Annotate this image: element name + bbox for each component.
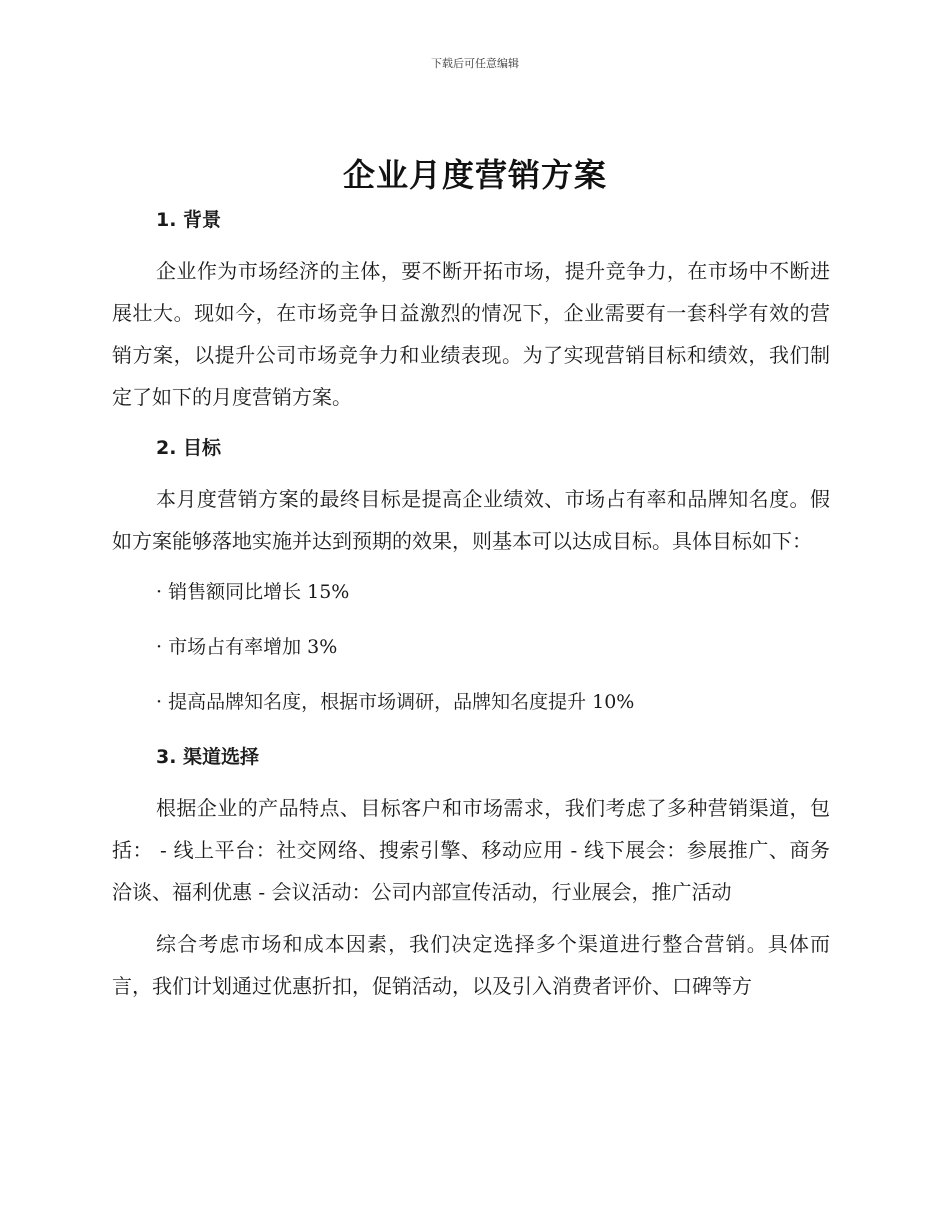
paragraph-channels: 根据企业的产品特点、目标客户和市场需求，我们考虑了多种营销渠道，包括： - 线上平台：社交网络、搜索引擎、移动应用 - 线下展会：参展推广、商务洽谈、福利优惠 - 会议活动：公司内部宣传活动，行业展会，推广活动 (112, 796, 830, 904)
paragraph-goals: 本月度营销方案的最终目标是提高企业绩效、市场占有率和品牌知名度。假如方案能够落地实施并达到预期的效果，则基本可以达成目标。具体目标如下： (112, 487, 830, 553)
header-note: 下载后可任意编辑 (431, 57, 519, 70)
section-heading-background: 1. 背景 (156, 209, 222, 231)
list-item: · 市场占有率增加 3% (156, 636, 338, 658)
list-item: · 销售额同比增长 15% (156, 581, 350, 603)
section-heading-channels: 3. 渠道选择 (156, 746, 260, 768)
document-body (112, 200, 830, 1007)
document-title: 企业月度营销方案 (342, 156, 607, 194)
list-item: · 提高品牌知名度，根据市场调研，品牌知名度提升 10% (156, 691, 635, 713)
paragraph-integration: 综合考虑市场和成本因素，我们决定选择多个渠道进行整合营销。具体而言，我们计划通过优惠折扣，促销活动，以及引入消费者评价、口碑等方 (112, 932, 830, 998)
paragraph-background: 企业作为市场经济的主体，要不断开拓市场，提升竞争力，在市场中不断进展壮大。现如今，在市场竞争日益激烈的情况下，企业需要有一套科学有效的营销方案，以提升公司市场竞争力和业绩表现。为了实现营销目标和绩效，我们制定了如下的月度营销方案。 (112, 259, 830, 409)
section-heading-goals: 2. 目标 (156, 437, 222, 459)
